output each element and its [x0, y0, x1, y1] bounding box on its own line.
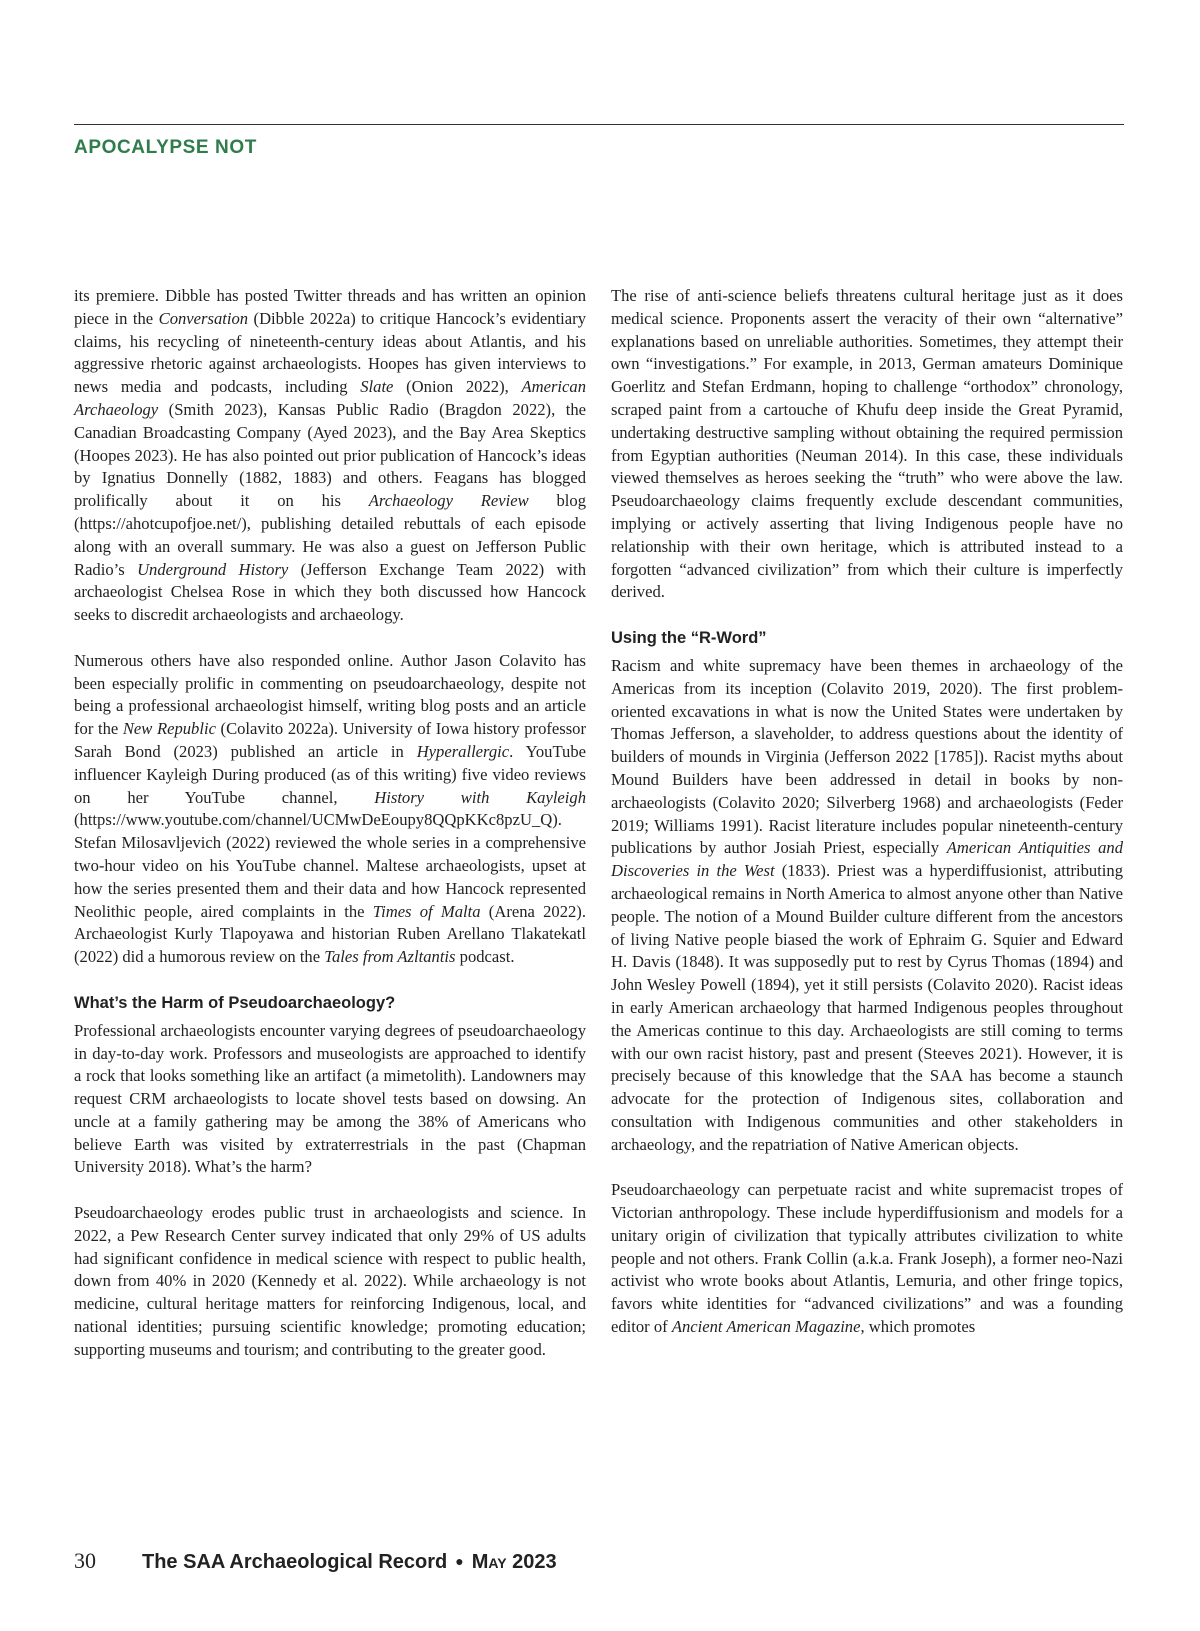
text-run: (Dibble 2022a) to critique Hancock’s evidentiary claims, his recycling of nineteenth-century ideas about Atlantis, and his aggressive rhetoric against archaeologists. Hoopes has given interviews to news media and podcasts, including [74, 308, 586, 397]
text-run: . YouTube influencer Kayleigh During produced (as of this writing) five video reviews on her YouTube channel, [74, 741, 586, 807]
text-run: Professional archaeologists encounter varying degrees of pseudoarchaeology in day-to-day work. Professors and museologists are approached to identify a rock that looks something like an artifact (a mimetolith). Landowners may request CRM archaeologists to locate shovel tests based on dowsing. An uncle at a family gathering may be among the 38% of Americans who believe Earth was visited by extraterrestrials in the past (Chapman University 2018). What’s the harm? [74, 1020, 586, 1177]
body-paragraph [74, 1202, 586, 1362]
right-column [611, 285, 1123, 1362]
journal-title: The SAA Archaeological Record [142, 1551, 448, 1573]
issue-date: May 2023 [471, 1551, 557, 1573]
subsection-heading: Using the “R-Word” [611, 628, 767, 647]
text-run: (Onion 2022), [393, 377, 522, 397]
italic-text: Ancient American Magazine [671, 1317, 861, 1337]
text-run: Pseudoarchaeology can perpetuate racist and white supremacist tropes of Victorian anthropology. These include hyperdiffusionism and models for a unitary origin of civilization that typically attributes civilization to white people and not others. Frank Collin (a.k.a. Frank Joseph), a former neo-Nazi activist who wrote books about Atlantis, Lemuria, and other fringe topics, favors white identities for “advanced civilizations” and was a founding editor of [611, 1180, 1123, 1337]
text-run: , which promotes [860, 1317, 976, 1337]
body-paragraph [74, 650, 586, 969]
text-run: The rise of anti-science beliefs threatens cultural heritage just as it does medical science. Proponents assert the veracity of their own “alternative” explanations based on unreliable authorities. Sometimes, they attempt their own “investigations.” For example, in 2013, German amateurs Dominique Goerlitz and Stefan Erdmann, hoping to challenge “orthodox” chronology, scraped paint from a cartouche of Khufu deep inside the Great Pyramid, undertaking destructive sampling without obtaining the required permission from Egyptian authorities (Neuman 2014). In this case, these individuals viewed themselves as heroes seeking the “truth” who were above the law. Pseudoarchaeology claims frequently exclude descendant communities, implying or actively asserting that living Indigenous people have no relationship with their own heritage, which is attributed instead to a forgotten “advanced civilization” from which their culture is imperfectly derived. [611, 286, 1123, 602]
text-run: podcast. [455, 947, 515, 967]
italic-text: American Archaeology [74, 377, 586, 419]
italic-text: Underground History [137, 559, 289, 579]
body-paragraph [611, 655, 1123, 1157]
section-title: APOCALYPSE NOT [74, 137, 257, 158]
body-paragraph [74, 285, 586, 627]
text-run: (Arena 2022). Archaeologist Kurly Tlapoyawa and historian Ruben Arellano Tlakatekatl (2022) did a humorous review on the [74, 901, 586, 967]
body-paragraph [74, 1020, 586, 1180]
page-footer [74, 1548, 557, 1574]
text-run: (Smith 2023), Kansas Public Radio (Bragdon 2022), the Canadian Broadcasting Company (Ayed 2023), and the Bay Area Skeptics (Hoopes 2023). He has also pointed out prior publication of Hancock’s ideas by Ignatius Donnelly (1882, 1883) and others. Feagans has blogged prolifically about it on his [74, 399, 586, 511]
italic-text: Slate [360, 377, 394, 397]
text-run: (Colavito 2022a). University of Iowa history professor Sarah Bond (2023) published an article in [74, 719, 586, 761]
italic-text: American Antiquities and Discoveries in the West [611, 838, 1123, 881]
text-run: (Jefferson Exchange Team 2022) with archaeologist Chelsea Rose in which they both discussed how Hancock seeks to discredit archaeologists and archaeology. [74, 559, 587, 625]
italic-text: New Republic [122, 719, 216, 739]
body-paragraph [611, 1179, 1123, 1339]
italic-text: Hyperallergic [416, 741, 510, 761]
subsection-heading: What’s the Harm of Pseudoarchaeology? [74, 993, 396, 1012]
body-paragraph [611, 285, 1123, 604]
header-rule [74, 124, 1124, 125]
italic-text: Times of Malta [372, 901, 481, 921]
page-number: 30 [74, 1548, 96, 1573]
bullet-separator: ● [455, 1553, 464, 1569]
text-run: blog (https://ahotcupofjoe.net/), publishing detailed rebuttals of each episode along with an overall summary. He was also a guest on Jefferson Public Radio’s [74, 491, 586, 579]
italic-text: Conversation [158, 308, 249, 328]
text-run: Pseudoarchaeology erodes public trust in archaeologists and science. In 2022, a Pew Research Center survey indicated that only 29% of US adults had significant confidence in medical science with respect to public health, down from 40% in 2020 (Kennedy et al. 2022). While archaeology is not medicine, cultural heritage matters for reinforcing Indigenous, local, and national identities; pursuing scientific knowledge; promoting education; supporting museums and tourism; and contributing to the greater good. [74, 1203, 586, 1359]
text-run: its premiere. Dibble has posted Twitter threads and has written an opinion piece in the [74, 286, 586, 328]
text-run: Numerous others have also responded online. Author Jason Colavito has been especially prolific in commenting on pseudoarchaeology, despite not being a professional archaeologist himself, writing blog posts and an article for the [74, 650, 586, 739]
left-column [74, 285, 586, 1384]
text-run: (https://www.youtube.com/channel/UCMwDeEoupy8QQpKKc8pzU_Q). Stefan Milosavljevich (2022) reviewed the whole series in a comprehensive two-hour video on his YouTube channel. Maltese archaeologists, upset at how the series presented them and their data and how Hancock represented Neolithic people, aired complaints in the [74, 810, 586, 921]
italic-text: Archaeology Review [368, 491, 529, 511]
text-run: Racism and white supremacy have been themes in archaeology of the Americas from its inception (Colavito 2019, 2020). The first problem-oriented excavations in what is now the United States were undertaken by Thomas Jefferson, a slaveholder, to address questions about the identity of builders of mounds in Virginia (Jefferson 2022 [1785]). Racist myths about Mound Builders have been addressed in detail in books by non-archaeologists (Colavito 2020; Silverberg 1968) and archaeologists (Feder 2019; Williams 1991). Racist literature includes popular nineteenth-century publications by author Josiah Priest, especially [611, 655, 1123, 858]
italic-text: Tales from Azltantis [324, 947, 456, 967]
italic-text: History with Kayleigh [374, 787, 586, 807]
text-run: (1833). Priest was a hyperdiffusionist, attributing archaeological remains in North America to almost anyone other than Native people. The notion of a Mound Builder culture different from the ancestors of living Native people biased the work of Ephraim G. Squier and Edward H. Davis (1848). It was supposedly put to rest by Cyrus Thomas (1894) and John Wesley Powell (1894), yet it still persists (Colavito 2020). Racist ideas in early American archaeology that harmed Indigenous peoples throughout the Americas continue to this day. Archaeologists are still coming to terms with our own racist history, past and present (Steeves 2021). However, it is precisely because of this knowledge that the SAA has become a staunch advocate for the protection of Indigenous sites, collaboration and consultation with Indigenous communities and other stakeholders in archaeology, and the repatriation of Native American objects. [611, 861, 1123, 1154]
